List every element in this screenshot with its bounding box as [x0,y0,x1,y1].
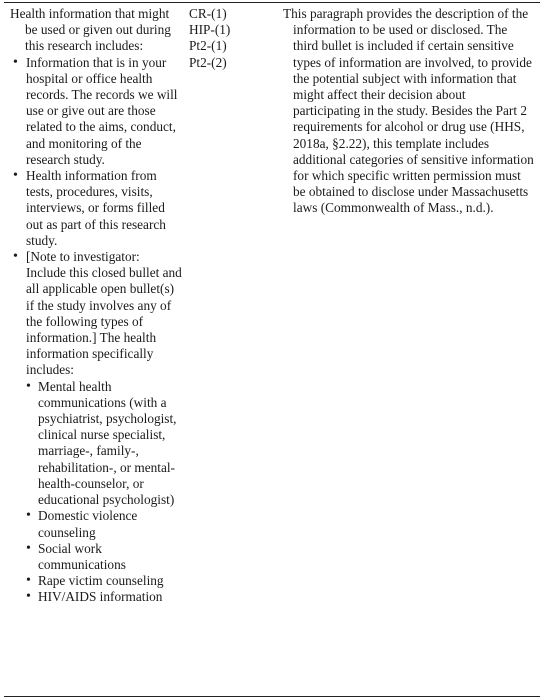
info-bullet-list [10,55,182,606]
sub-bullet-text: Domestic violence counseling [38,508,138,540]
reference-code: Pt2-(1) [189,38,227,54]
sub-bullet-text: Social work communications [38,540,126,572]
sub-bullet-text: Mental health communications (with a psychiatrist, psychologist, clinical nurse specialist, marriage-, family-, rehabilitation-, or mental-health-counselor, or educational psychologist) [38,378,177,508]
reference-code: CR-(1) [189,6,227,21]
list-item [10,55,182,168]
explanation-column [283,6,535,217]
list-item [24,589,182,605]
explanation-text: This paragraph provides the description of the information to be used or disclosed. The third bullet is included if certain sensitive types of information are involved, to provide the potential subject with information that might affect their decision about participating in the study. Besides the Part 2 requirements for alcohol or drug use (HHS, 2018a, §2.22), this template includes additional categories of sensitive information for which specific written permission must be obtained to disclose under Massachusetts laws (Commonwealth of Mass., n.d.). [283,6,534,216]
list-item [24,573,182,589]
bottom-rule [4,696,540,697]
bullet-text: Health information from tests, procedures, visits, interviews, or forms filled out as part of this research study. [26,168,166,248]
sub-bullet-text: HIV/AIDS information [38,589,163,605]
bullet-text: Information that is in your hospital or office health records. The records we will use or give out are those related to the aims, conduct, and monitoring of the research study. [26,54,178,167]
list-item [24,541,182,573]
list-item [10,249,182,605]
reference-code: HIP-(1) [189,22,231,38]
bullet-text: [Note to investigator: Include this closed bullet and all applicable open bullet(s) if the study involves any of the following types of information.] The health information specifically includes: [26,249,182,378]
intro-text: Health information that might be used or given out during this research includes: [10,6,171,54]
sub-bullet-text: Rape victim counseling [38,573,164,589]
list-item [24,379,182,509]
reference-codes-column [189,6,267,71]
top-rule [4,2,540,3]
list-item [10,168,182,249]
information-column [10,6,182,606]
sensitive-info-list [24,379,182,606]
list-item [24,508,182,540]
reference-code: Pt2-(2) [189,54,227,70]
